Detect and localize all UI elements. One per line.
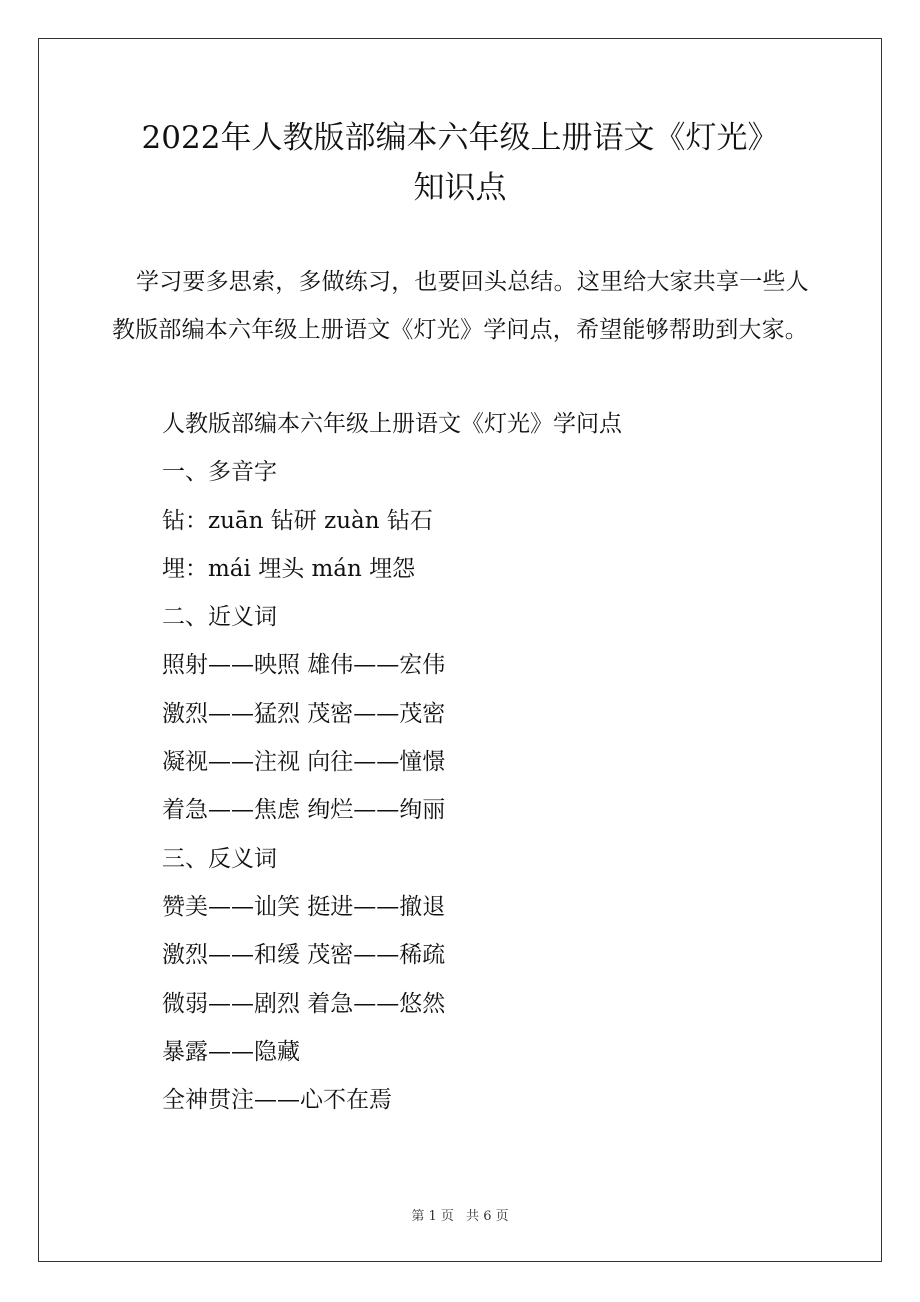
section-heading: 人教版部编本六年级上册语文《灯光》学问点 — [162, 411, 622, 437]
page-number-total: 共 6 页 — [466, 1209, 509, 1224]
heading-synonyms: 二、近义词 — [162, 604, 277, 631]
intro-paragraph: 学习要多思索，多做练习，也要回头总结。这里给大家共享一些人教版部编本六年级上册语文《灯光》学问点，希望能够帮助到大家。 — [112, 269, 809, 343]
text-line: 埋：mái 埋头 mán 埋怨 — [162, 555, 416, 582]
heading-polyphonic: 一、多音字 — [162, 459, 277, 486]
page-number-current: 第 1 页 — [411, 1209, 454, 1224]
text-line: 凝视——注视 向往——憧憬 — [162, 749, 446, 776]
content-list — [162, 400, 622, 1124]
document-title-line2: 知识点 — [413, 170, 507, 206]
text-line: 照射——映照 雄伟——宏伟 — [162, 652, 446, 679]
text-line: 全神贯注——心不在焉 — [162, 1087, 392, 1114]
text-line: 激烈——猛烈 茂密——茂密 — [162, 700, 446, 727]
text-line: 微弱——剧烈 着急——悠然 — [162, 990, 446, 1017]
page-footer — [0, 1205, 920, 1224]
document-title-line1: 2022年人教版部编本六年级上册语文《灯光》 — [141, 120, 779, 156]
heading-antonyms: 三、反义词 — [162, 845, 277, 872]
text-line: 激烈——和缓 茂密——稀疏 — [162, 942, 446, 969]
text-line: 着急——焦虑 绚烂——绚丽 — [162, 797, 446, 824]
text-line: 钻：zuān 钻研 zuàn 钻石 — [162, 507, 433, 534]
text-line: 暴露——隐藏 — [162, 1038, 300, 1065]
text-line: 赞美——讪笑 挺进——撤退 — [162, 893, 446, 920]
